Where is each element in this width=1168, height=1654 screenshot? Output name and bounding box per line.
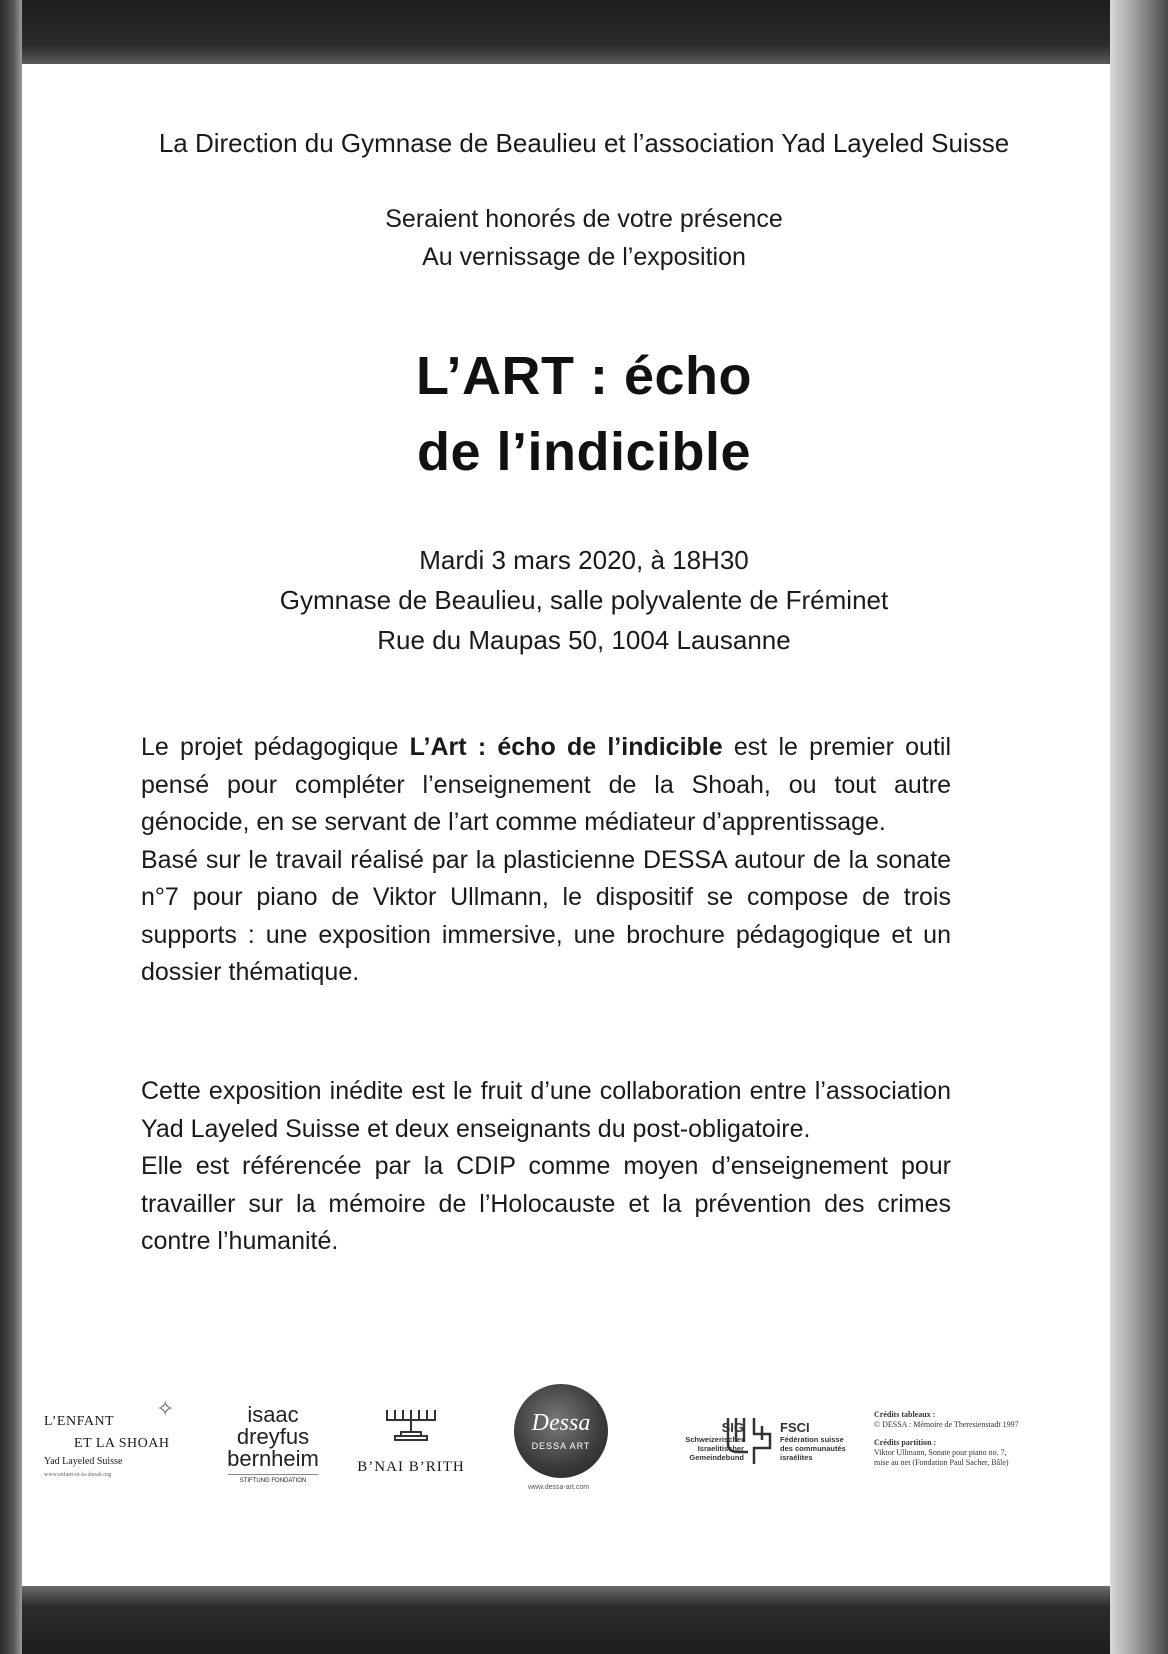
invitation-text: [0, 200, 1168, 276]
credits-partition-heading: Crédits partition :: [874, 1438, 937, 1447]
event-address: Rue du Maupas 50, 1004 Lausanne: [377, 625, 791, 655]
enfant-et-la-shoah-logo: [44, 1392, 184, 1482]
fsci-abbr: FSCI: [780, 1420, 810, 1435]
exhibition-title: [0, 338, 1168, 490]
dessa-label: DESSA ART: [531, 1441, 591, 1451]
scan-border-bottom: [0, 1586, 1168, 1654]
credits-tableaux-value: © DESSA : Mémoire de Theresienstadt 1997: [874, 1420, 1019, 1429]
body-paragraph-3: Cette exposition inédite est le fruit d’une collaboration entre l’association Yad Layeled Suisse et deux enseignants du post-obligatoire.: [141, 1077, 951, 1143]
isaac-logo-sub: STIFTUNG FONDATION: [228, 1474, 318, 1485]
organizers-line: La Direction du Gymnase de Beaulieu et l’association Yad Layeled Suisse: [158, 128, 1010, 158]
fsci-line-1: Fédération suisse: [780, 1435, 844, 1444]
sig-line-1: Schweizerischer: [685, 1435, 744, 1444]
bnai-brith-name: B’NAI B’RITH: [357, 1459, 465, 1475]
isaac-logo-line-2: dreyfus: [236, 1424, 310, 1449]
isaac-dreyfus-bernheim-logo: [218, 1404, 328, 1485]
body-paragraph-2: Basé sur le travail réalisé par la plasticienne DESSA autour de la sonate n°7 pour piano de Viktor Ullmann, le dispositif se compose de trois supports : une exposition immersive, une brochure pédagogique et un dossier thématique.: [141, 845, 951, 986]
p1-rest: est le premier outil pensé pour compléter l’enseignement de la Shoah, ou tout autre génocide, en se servant de l’art comme médiateur d’apprentissage.: [141, 733, 952, 836]
fsci-line-3: israélites: [780, 1453, 813, 1462]
exhibition-description: [141, 1073, 951, 1261]
bnai-brith-logo: [356, 1406, 466, 1476]
isaac-logo-line-3: bernheim: [227, 1446, 319, 1471]
credits-partition-line-1: Viktor Ullmann, Sonate pour piano no. 7,: [874, 1448, 1007, 1457]
dessa-url: www.dessa-art.com: [528, 1484, 590, 1491]
invitation-line-2: Au vernissage de l’exposition: [422, 243, 746, 271]
dessa-script: Dessa: [531, 1410, 591, 1436]
event-date: Mardi 3 mars 2020, à 18H30: [419, 545, 749, 575]
fsci-logo: [780, 1420, 860, 1462]
enfant-logo-line-3: Yad Layeled Suisse: [44, 1456, 123, 1467]
menorah-icon: [381, 1406, 441, 1442]
enfant-logo-line-1: L’ENFANT: [44, 1414, 115, 1429]
title-line-1: L’ART : écho: [415, 346, 752, 406]
isaac-logo-line-1: isaac: [247, 1402, 299, 1427]
body-paragraph-4: Elle est référencée par la CDIP comme moyen d’enseignement pour travailler sur la mémoire de l’Holocauste et la prévention des crimes contre l’humanité.: [141, 1152, 951, 1255]
event-venue: Gymnase de Beaulieu, salle polyvalente de Fréminet: [279, 585, 889, 615]
credits-block: [874, 1410, 1094, 1468]
event-details: [0, 540, 1168, 660]
project-description: [141, 729, 951, 992]
enfant-logo-line-2: ET LA SHOAH: [74, 1436, 170, 1451]
sig-fsci-emblem-icon: [718, 1414, 784, 1466]
invitation-line-1: Seraient honorés de votre présence: [385, 205, 783, 233]
scan-border-top: [0, 0, 1168, 64]
credits-partition-line-2: mise au net (Fondation Paul Sacher, Bâle): [874, 1458, 1009, 1467]
sig-line-3: Gemeindebund: [689, 1453, 744, 1462]
enfant-logo-url: www.enfant-et-la-shoah.org: [44, 1472, 112, 1478]
p1-project-name: L’Art : écho de l’indicible: [409, 733, 723, 761]
credits-tableaux-heading: Crédits tableaux :: [874, 1410, 936, 1419]
body-paragraph-1: [141, 729, 951, 842]
dessa-art-logo: [514, 1384, 608, 1478]
star-icon: ✧: [156, 1396, 175, 1421]
sig-line-2: Israelitischer: [697, 1444, 744, 1453]
sig-abbr: SIG: [721, 1420, 744, 1435]
title-line-2: de l’indicible: [416, 422, 752, 482]
fsci-line-2: des communautés: [780, 1444, 846, 1453]
p1-intro: Le projet pédagogique: [141, 733, 410, 761]
